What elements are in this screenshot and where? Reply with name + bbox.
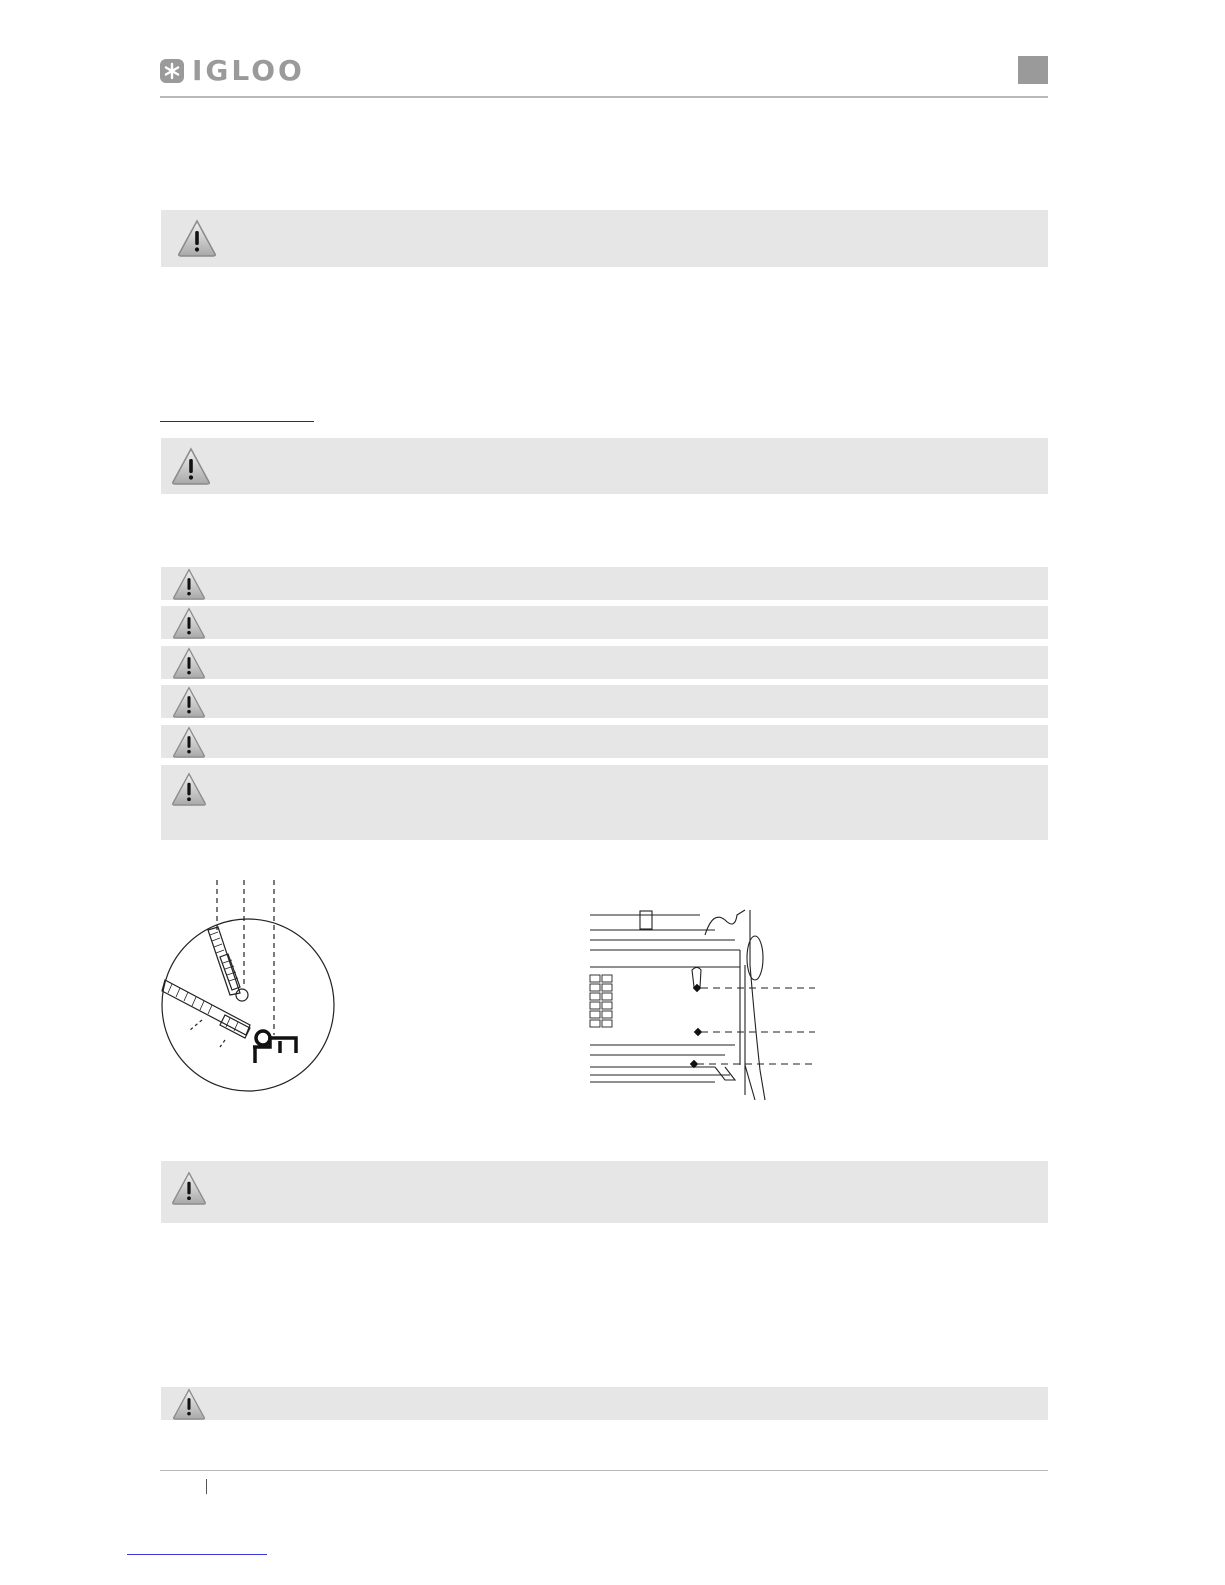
warning-box bbox=[161, 1161, 1048, 1223]
brand-logo bbox=[160, 54, 305, 87]
warning-triangle-icon bbox=[171, 446, 211, 486]
warning-triangle-icon bbox=[171, 1388, 207, 1420]
warning-triangle-icon bbox=[171, 647, 207, 679]
warning-box bbox=[161, 685, 1048, 718]
hinge-detail-figure bbox=[150, 875, 350, 1100]
oven-shelf-levels-figure bbox=[585, 905, 820, 1105]
warning-triangle-icon bbox=[177, 218, 217, 258]
warning-box bbox=[161, 725, 1048, 758]
warning-box bbox=[161, 646, 1048, 679]
section-heading-underline bbox=[160, 421, 314, 422]
warning-box bbox=[161, 438, 1048, 494]
warning-triangle-icon bbox=[171, 1171, 207, 1205]
footer-link-underline[interactable] bbox=[127, 1554, 267, 1555]
warning-box bbox=[161, 1387, 1048, 1420]
snowflake-icon bbox=[160, 59, 184, 83]
header-divider bbox=[160, 96, 1048, 98]
warning-box bbox=[161, 567, 1048, 600]
warning-triangle-icon bbox=[171, 726, 207, 758]
footer-separator bbox=[206, 1479, 207, 1494]
warning-triangle-icon bbox=[171, 686, 207, 718]
logo-text: IGLOO bbox=[192, 54, 305, 87]
warning-box bbox=[161, 210, 1048, 267]
warning-box bbox=[161, 765, 1048, 840]
footer-divider bbox=[160, 1470, 1048, 1471]
warning-triangle-icon bbox=[171, 772, 207, 806]
warning-box bbox=[161, 606, 1048, 639]
page-section-tab bbox=[1018, 56, 1048, 84]
warning-triangle-icon bbox=[171, 607, 207, 639]
warning-triangle-icon bbox=[171, 568, 207, 600]
